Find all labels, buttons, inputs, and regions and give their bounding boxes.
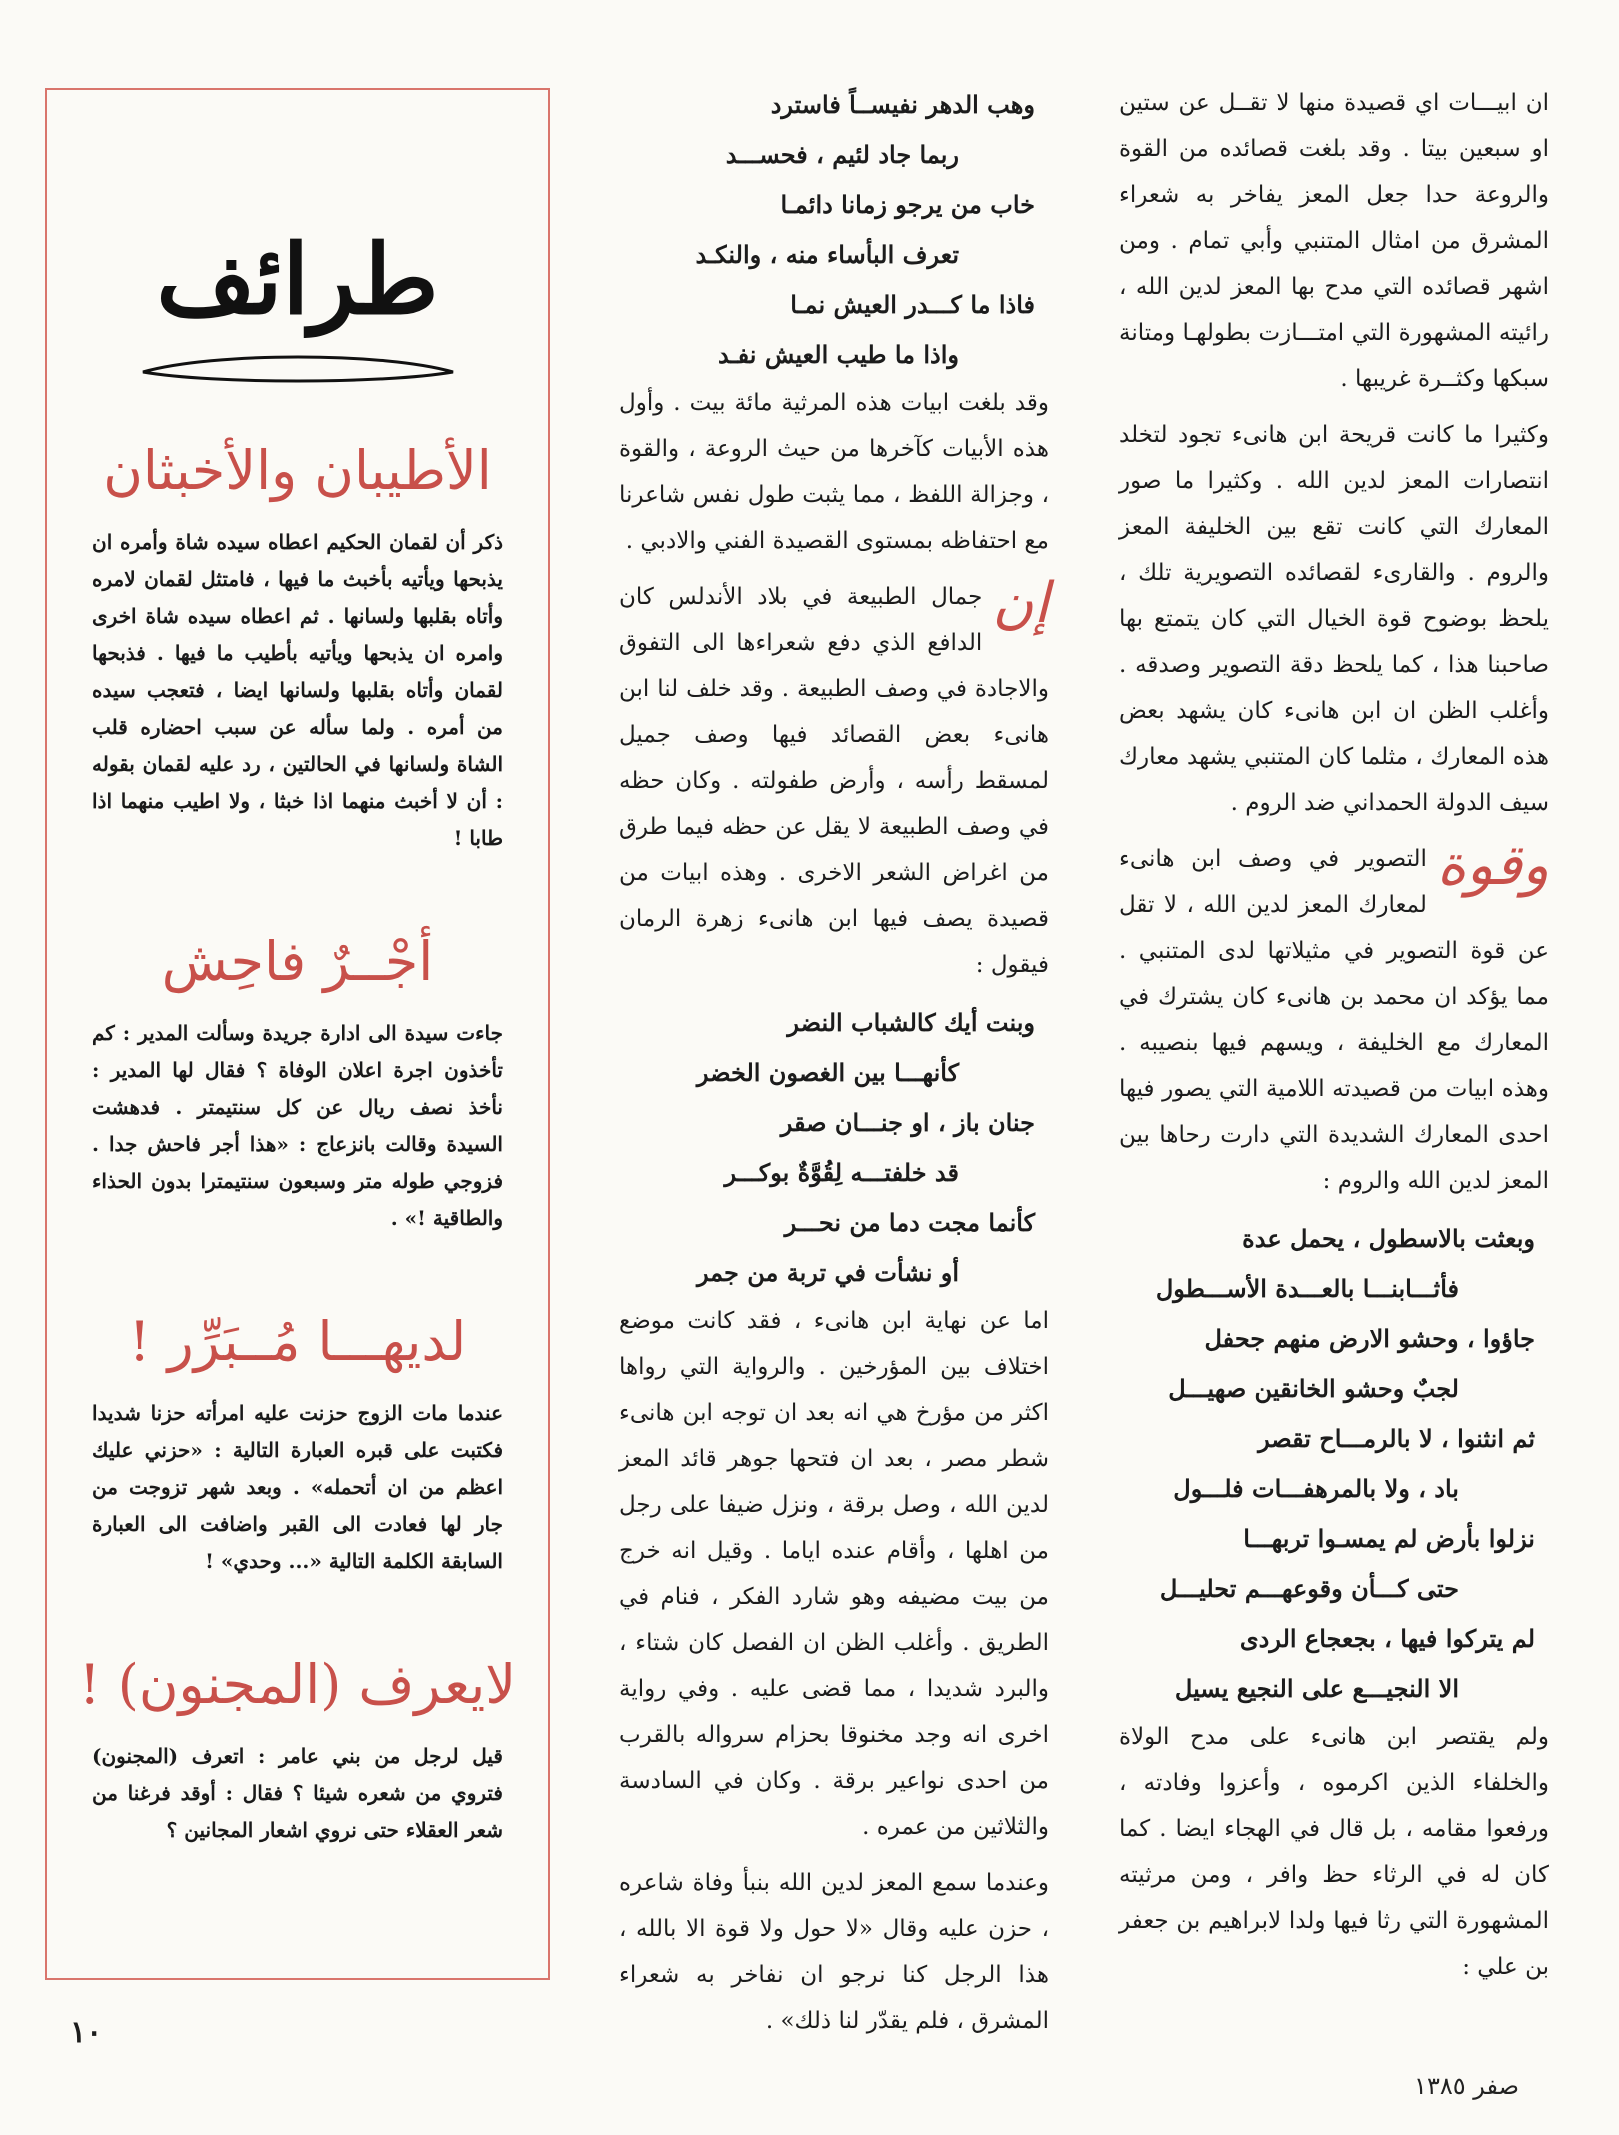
verse-block [1119, 1214, 1549, 1714]
section-text: ذكر أن لقمان الحكيم اعطاه سيده شاة وأمره ان يذبحها ويأتيه بأخبث ما فيها ، فامتثل لقمان لامره وأتاه بقلبها ولسانها . ثم اعطاه سيده شاة اخرى وامره ان يذبحها ويأتيه بأطيب ما فيها . فذبحها لقمان وأتاه بقلبها ولسانها ايضا ، فتعجب سيده من أمره . ولما سأله عن سبب احضاره قلب الشاة ولسانها في الحالتين ، رد عليه لقمان بقوله : أن لا أخبث منهما اذا خبثا ، ولا اطيب منهما اذا طابا ! [92, 530, 503, 850]
verse-line: وبعثت بالاسطول ، يحمل عدة [1242, 1224, 1535, 1253]
section-title: الأطيبان والأخبثان [103, 439, 492, 502]
section-text: قيل لرجل من بني عامر : اتعرف (المجنون) فتروي من شعره شيئا ؟ فقال : أوقد فرغنا من شعر العقلاء حتى نروي اشعار المجانين ؟ [92, 1744, 503, 1842]
article-column-right [1119, 80, 1549, 2000]
verse-line: ثم انثنوا ، لا بالرمـــاح تقصر [1258, 1424, 1535, 1453]
paragraph: وكثيرا ما كانت قريحة ابن هانىء تجود لتخلد انتصارات المعز لدين الله . وكثيرا ما صور المعارك التي كانت تقع بين الخليفة المعز والروم . والقارىء لقصائده التصويرية تلك ، يلحظ بوضوح قوة الخيال التي كان يتمتع بها صاحبنا هذا ، كما يلحظ دقة التصوير وصدقه . وأغلب الظن ان ابن هانىء كان يشهد بعض هذه المعارك ، مثلما كان المتنبي يشهد معارك سيف الدولة الحمداني ضد الروم . [1119, 422, 1549, 816]
article-column-middle [619, 80, 1049, 2054]
verse-line: أو نشأت في تربة من جمر [696, 1258, 959, 1287]
paragraph: ان ابيـــات اي قصيدة منها لا تقــل عن ستين او سبعين بيتا . وقد بلغت قصائده من القوة والروعة حدا جعل المعز يفاخر به شعراء المشرق من امثال المتنبي وأبي تمام . ومن اشهر قصائده التي مدح بها المعز لدين الله ، رائيته المشهورة التي امتـــازت بطولهـا ومتانة سبكها وكثــرة غريبها . [1119, 90, 1549, 392]
verse-line: لم يتركوا فيها ، بجعجاع الردى [1239, 1624, 1535, 1653]
page-number: ١٠ [70, 2015, 103, 2050]
section-title: أجْــرٌ فاحِش [161, 930, 434, 993]
paragraph: وقد بلغت ابيات هذه المرثية مائة بيت . وأول هذه الأبيات كآخرها من حيث الروعة ، والقوة ، وجزالة اللفظ ، مما يثبت طول نفس شاعرنا مع احتفاظه بمستوى القصيدة الفني والادبي . [619, 390, 1049, 554]
drop-word: إن [992, 571, 1049, 636]
verse-line: حتى كـــأن وقوعهـــم تحليـــل [1159, 1574, 1459, 1603]
verse-line: خاب من يرجو زمانا دائمـا [780, 190, 1035, 219]
verse-line: فأثـــابنـــا بالعـــدة الأســـطول [1155, 1274, 1459, 1303]
issue-date: صفر ١٣٨٥ [1414, 2072, 1519, 2100]
section-title: لديهـــا مُــبَرِّر ! [128, 1310, 467, 1373]
sidebar-title: طرائف [156, 223, 439, 336]
paragraph: ولم يقتصر ابن هانىء على مدح الولاة والخلفاء الذين اكرموه ، وأعزوا وفادته ، ورفعوا مقامه ، بل قال في الهجاء ايضا . كما كان له في الرثاء حظ وافر ، ومن مرثيته المشهورة التي رثا فيها ولدا لابراهيم بن جعفر بن علي : [1119, 1724, 1549, 1980]
verse-line: نزلوا بأرض لم يمسـوا تربهـــا [1243, 1524, 1535, 1553]
verse-line: ربما جاد لئيم ، فحســـد [725, 140, 959, 169]
paragraph: وعندما سمع المعز لدين الله بنبأ وفاة شاعره ، حزن عليه وقال «لا حول ولا قوة الا بالله ، هذا الرجل كنا نرجو ان نفاخر به شعراء المشرق ، فلم يقدّر لنا ذلك» . [619, 1870, 1049, 2034]
verse-line: كأنما مجت دما من نحـــر [784, 1208, 1035, 1237]
verse-line: وبنت أيك كالشباب النضر [787, 1008, 1035, 1037]
verse-line: واذا ما طيب العيش نفـد [718, 340, 959, 369]
verse-line: باد ، ولا بالمرهفـــات فلـــول [1173, 1474, 1459, 1503]
drop-word: وقوة [1436, 833, 1549, 898]
verse-line: وهب الدهر نفيســاً فاسترد [770, 90, 1035, 119]
paragraph-text: التصوير في وصف ابن هانىء لمعارك المعز لدين الله ، لا تقل عن قوة التصوير في مثيلاتها لدى المتنبي . مما يؤكد ان محمد بن هانىء كان يشترك في المعارك مع الخليفة ، ويسهم فيها بنصيبه . وهذه ابيات من قصيدته اللامية التي يصور فيها احدى المعارك الشديدة التي دارت رحاها بين المعز لدين الله والروم : [1119, 846, 1549, 1194]
verse-line: فاذا ما كـــدر العيش نمـا [790, 290, 1035, 319]
verse-line: لجبٌ وحشو الخانقين صهيـــل [1168, 1374, 1459, 1403]
verse-line: الا النجيـــع على النجيع يسيل [1174, 1674, 1459, 1703]
verse-line: جاؤوا ، وحشو الارض منهم جحفل [1204, 1324, 1535, 1353]
section-title: لايعرف (المجنون) ! [78, 1653, 517, 1716]
verse-line: جنان باز ، او جنـــان صقر [780, 1108, 1035, 1137]
verse-block [619, 998, 1049, 1298]
section-text: عندما مات الزوج حزنت عليه امرأته حزنا شديدا فكتبت على قبره العبارة التالية : «حزني عليك اعظم من ان أتحمله» . وبعد شهر تزوجت من جار لها فعادت الى القبر واضافت الى العبارة السابقة الكلمة التالية «... وحدي» ! [92, 1401, 503, 1573]
verse-block [619, 80, 1049, 380]
sidebar-box [45, 88, 550, 1980]
verse-line: تعرف البأساء منه ، والنكـد [695, 240, 959, 269]
verse-line: قد خلفتـــه لِقُوَّةٌ بوكـــر [724, 1158, 959, 1187]
section-text: جاءت سيدة الى ادارة جريدة وسألت المدير : كم تأخذون اجرة اعلان الوفاة ؟ فقال لها المدير : نأخذ نصف ريال عن كل سنتيمتر . فدهشت السيدة وقالت بانزعاج : «هذا أجر فاحش جدا . فزوجي طوله متر وسبعون سنتيمترا بدون الحذاء والطاقية !» . [92, 1021, 503, 1230]
paragraph-text: جمال الطبيعة في بلاد الأندلس كان الدافع الذي دفع شعراءها الى التفوق والاجادة في وصف الطبيعة . وقد خلف لنا ابن هانىء بعض القصائد فيها وصف جميل لمسقط رأسه ، وأرض طفولته . وكان حظه في وصف الطبيعة لا يقل عن حظه فيما طرق من اغراض الشعر الاخرى . وهذه ابيات من قصيدة يصف فيها ابن هانىء زهرة الرمان فيقول : [619, 584, 1049, 978]
paragraph [1119, 833, 1549, 1204]
verse-line: كأنهـــا بين الغصون الخضر [696, 1058, 959, 1087]
title-flourish-icon [133, 350, 463, 386]
paragraph [619, 571, 1049, 988]
paragraph: اما عن نهاية ابن هانىء ، فقد كانت موضع اختلاف بين المؤرخين . والرواية التي رواها اكثر من مؤرخ هي انه بعد ان توجه ابن هانىء شطر مصر ، بعد ان فتحها جوهر قائد المعز لدين الله ، وصل برقة ، ونزل ضيفا على رجل من اهلها ، وأقام عنده اياما . وقيل انه خرج من بيت مضيفه وهو شارد الفكر ، فنام في الطريق . وأغلب الظن ان الفصل كان شتاء ، والبرد شديدا ، مما قضى عليه . وفي رواية اخرى انه وجد مخنوقا بحزام سرواله بالقرب من احدى نواعير برقة . وكان في السادسة والثلاثين من عمره . [619, 1308, 1049, 1840]
